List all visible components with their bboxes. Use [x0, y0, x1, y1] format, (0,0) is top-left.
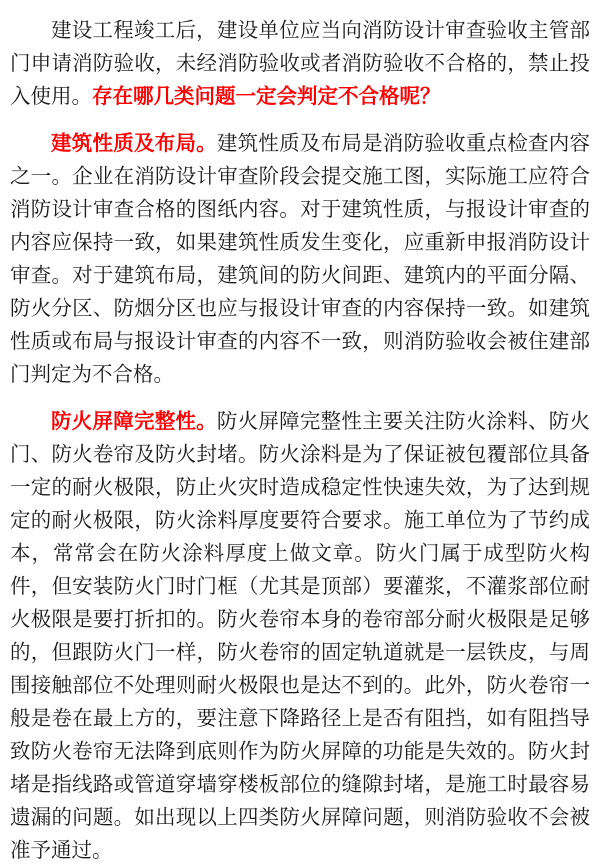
intro-highlight-question: 存在哪几类问题一定会判定不合格呢？ — [92, 85, 441, 108]
fire-barrier-integrity-body-text: 防火屏障完整性主要关注防火涂料、防火门、防火卷帘及防火封堵。防火涂料是为了保证被包覆部位具备一定的耐火极限，防止火灾时造成稳定性快速失效，为了达到规定的耐火极限，防火涂料厚度要符合要求。施工单位为了节约成本，常常会在防火涂料厚度上做文章。防火门属于成型防火构件，但安装防火门时门框（尤其是顶部）要灌浆，不灌浆部位耐火极限是要打折扣的。防火卷帘本身的卷帘部分耐火极限是足够的，但跟防火门一样，防火卷帘的固定轨道就是一层铁皮，与周围接触部位不处理则耐火极限也是达不到的。此外，防火卷帘一般是卷在最上方的，要注意下降路径上是否有阻挡，如有阻挡导致防火卷帘无法降到底则作为防火屏障的功能是失效的。防火封堵是指线路或管道穿墙穿楼板部位的缝隙封堵，是施工时最容易遗漏的问题。如出现以上四类防火屏障问题，则消防验收不会被准予通过。 — [10, 410, 591, 862]
building-nature-layout-heading: 建筑性质及布局。 — [51, 132, 217, 155]
intro-body-text: 建设工程竣工后，建设单位应当向消防设计审查验收主管部门申请消防验收，未经消防验收或者消防验收不合格的，禁止投入使用。 — [10, 19, 590, 108]
paragraph-fire-barrier-integrity — [10, 405, 590, 867]
paragraph-building-nature-and-layout — [10, 127, 590, 391]
building-nature-layout-body-text: 建筑性质及布局是消防验收重点检查内容之一。企业在消防设计审查阶段会提交施工图，实际施工应符合消防设计审查合格的图纸内容。对于建筑性质，与报设计审查的内容应保持一致，如果建筑性质发生变化，应重新申报消防设计审查。对于建筑布局，建筑间的防火间距、建筑内的平面分隔、防火分区、防烟分区也应与报设计审查的内容保持一致。如建筑性质或布局与报设计审查的内容不一致，则消防验收会被住建部门判定为不合格。 — [10, 132, 591, 386]
paragraph-intro — [10, 14, 590, 113]
fire-barrier-integrity-heading: 防火屏障完整性。 — [51, 410, 217, 433]
